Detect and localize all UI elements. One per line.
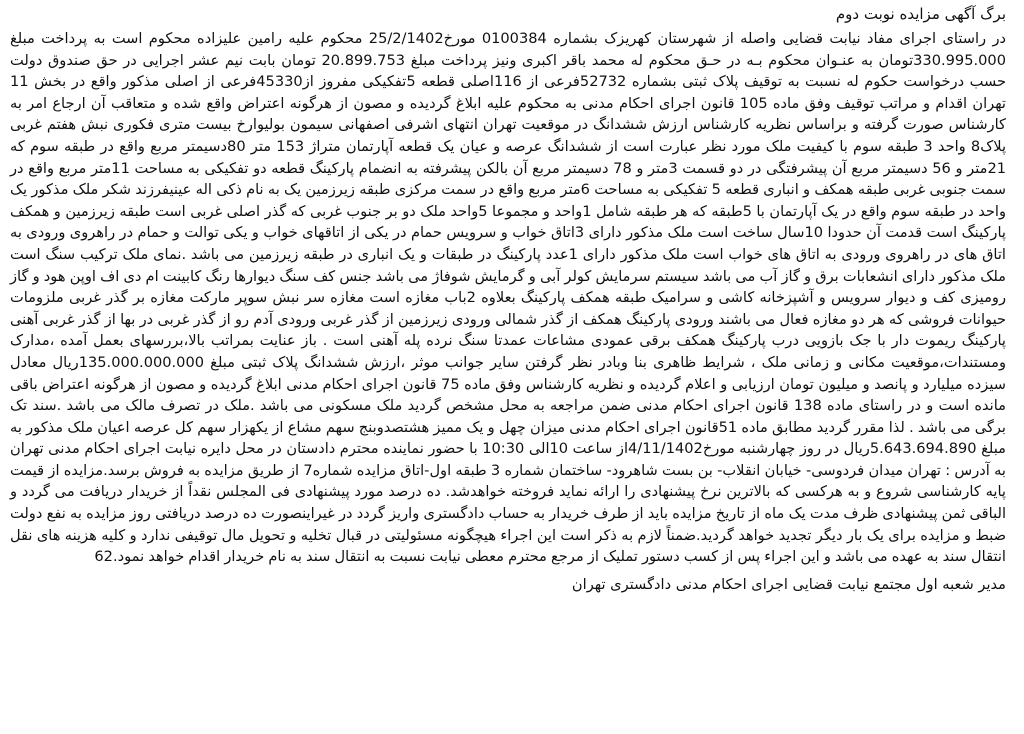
auction-notice <box>6 4 1010 728</box>
notice-body: در راستای اجرای مفاد نیابت قضایی واصله از شهرستان کهریزک بشماره 0100384 مورخ25/2/1402 محکوم علیه رامین علیزاده محکوم است به پرداخت مبلغ 330.995.000تومان به عنـوان محکوم بـه در حـق محکوم له محمد باقر اکبری ونیز پرداخت مبلغ 20.899.753 تومان بابت نیم عشر اجرایی در حق صندوق دولت حسب درخواست حکوم له نسبت به توقیف پلاک ثبتی بشماره 52732فرعی از 116اصلی قطعه 5تفکیکی مفروز از45330فرعی از اصلی مذکور واقع در بخش 11 تهران اقدام و مراتب توقیف وفق ماده 105 قانون اجرای احکام مدنی به محکوم علیه ابلاغ گردیده و مصون از هرگونه اعتراض واقع شده و متعاقب آن ارجاع امر به کارشناس صورت گرفته و براساس نظریه کارشناس ارزش ششدانگ در موقعیت تهران انتهای اشرفی اصفهانی سیمون بولیوارخ بیست متری فکوری نبش هفتم غربی پلاک8 واحد 3 طبقه سوم با کیفیت ملک مورد نظر عبارت است از ششدانگ عرصه و عیان یک قطعه آپارتمان متراژ 153 متر 80دسیمتر مربع واقع در طبقه سوم که 21متر و 56 دسیمتر مربع آن پیشرفتگی در دو قسمت 3متر و 78 دسیمتر مربع آن بالکن پیشرفته به انضمام پارکینگ قطعه دو تفکیکی به مساحت 11متر مربع واقع در سمت جنوبی غربی طبقه همکف و انباری قطعه 5 تفکیکی به مساحت 6متر مربع واقع در سمت مرکزی طبقه زیرزمین یک به نام ذکی اله عینیفرزند شکر ملک مذکور یک واحد در طبقه سوم واقع در یک آپارتمان با 5طبقه که هر طبقه شامل 1واحد و مجموعا 5واحد ملک دو بر جنوب غربی که گذر اصلی غربی است طبقه زیرزمین و همکف پارکینگ است قدمت آن حدودا 10سال ساخت است ملک مذکور دارای 3اتاق خواب و سرویس حمام در یکی از اتاقهای خواب و یکی توالت و حمام در راهروی ورودی به اتاق های در راهروی ورودی به اتاق های خواب است ملک مذکور دارای 1عدد پارکینگ در طبقات و یک انباری در طبقه زیرزمین می باشد .نمای ملک ترکیب سنگ است ملک مذکور دارای انشعابات برق و گاز آب می باشد سیستم سرمایش کولر آبی و گرمایش شوفاژ می باشد جنس کف سنگ دیوارها رنگ کابینت ام دی اف اوپن هود و گاز رومیزی کف و دیوار سرویس و آشپزخانه کاشی و سرامیک طبقه همکف پارکینگ بعلاوه 2باب مغازه است مغازه سر نبش سوپر مارکت مغازه بر گذر غربی ملزومات حیوانات فروشی که هر دو مغازه فعال می باشند ورودی پارکینگ همکف از گذر شمالی ورودی زیرزمین از گذر غربی ورودی آدم رو از گذر غربی در بها از گذر غربی آهنی پارکینگ ریموت دار با جک بازویی درب پارکینگ همکف برقی عمودی مشاعات عمدتا سنگ نرده پله آهنی است . باز عنایت بمراتب بالا،بررسهای بعمل آمده ،مدارک ومستندات،موقعیت مکانی و زمانی ملک ، شرایط ظاهری بنا وبادر نظر گرفتن سایر جوانب موثر ،ارزش ششدانگ پلاک ثبتی مبلغ 135.000.000.000ریال معادل سیزده میلیارد و پانصد و میلیون تومان ارزیابی و اعلام گردیده و نظریه کارشناس وفق ماده 75 قانون اجرای احکام مدنی ابلاغ گردیده و مصون از هرگونه اعتراض باقی مانده است و در راستای ماده 138 قانون اجرای احکام مدنی ضمن مراجعه به محل مشخص گردید ملک مسکونی می باشد .ملک در تصرف مالک می باشد .سند تک برگی می باشد . لذا مقرر گردید مطابق ماده 51قانون اجرای احکام مدنی میزان چهل و یک ممیز هشتصدوبنج سهم مشاع از یکهزار سهم کل عرصه اعیان ملک مذکور به مبلغ 5.643.694.890ریال در روز چهارشنبه مورخ4/11/1402از ساعت 10الی 10:30 با حضور نماینده محترم دادستان در محل دایره نیابت اجرای احکام مدنی تهران به آدرس : تهران میدان فردوسی- خیابان انقلاب- بن بست شاهرود- ساختمان شماره 3 طبقه اول-اتاق مزایده شماره7 از طریق مزایده به فروش برسد.مزایده از قیمت پایه کارشناسی شروع و به هرکسی که بالاترین نرخ پیشنهادی را ارائه نماید فروخته خواهدشد. ده درصد مورد پیشنهادی فی المجلس نقداً از خریدار دریافت می گردد و الباقی ثمن پیشنهادی ظرف مدت یک ماه از تاریخ مزایده باید از طرف خریدار به حساب دادگستری واریز گردد در غیراینصورت ده درصد دریافتی روز مزایده به نفع دولت ضبط و مزایده برای یک بار دیگر تجدید خواهد گردید.ضمناً لازم به ذکر است این اجراء هیچگونه مسئولیتی در قبال تخلیه و تحویل مال توقیفی ندارد و کلیه هزینه های نقل انتقال سند به عهده می باشد و این اجراء پس از کسب دستور تملیک از مرجع محترم معطی نیابت نسبت به انتقال سند به نام خریدار اقدام خواهد نمود.62 <box>10 30 1007 566</box>
notice-signature: مدیر شعبه اول مجتمع نیابت قضایی اجرای احکام مدنی دادگستری تهران <box>571 575 1006 593</box>
notice-title: برگ آگهی مزایده نوبت دوم <box>835 5 1006 23</box>
